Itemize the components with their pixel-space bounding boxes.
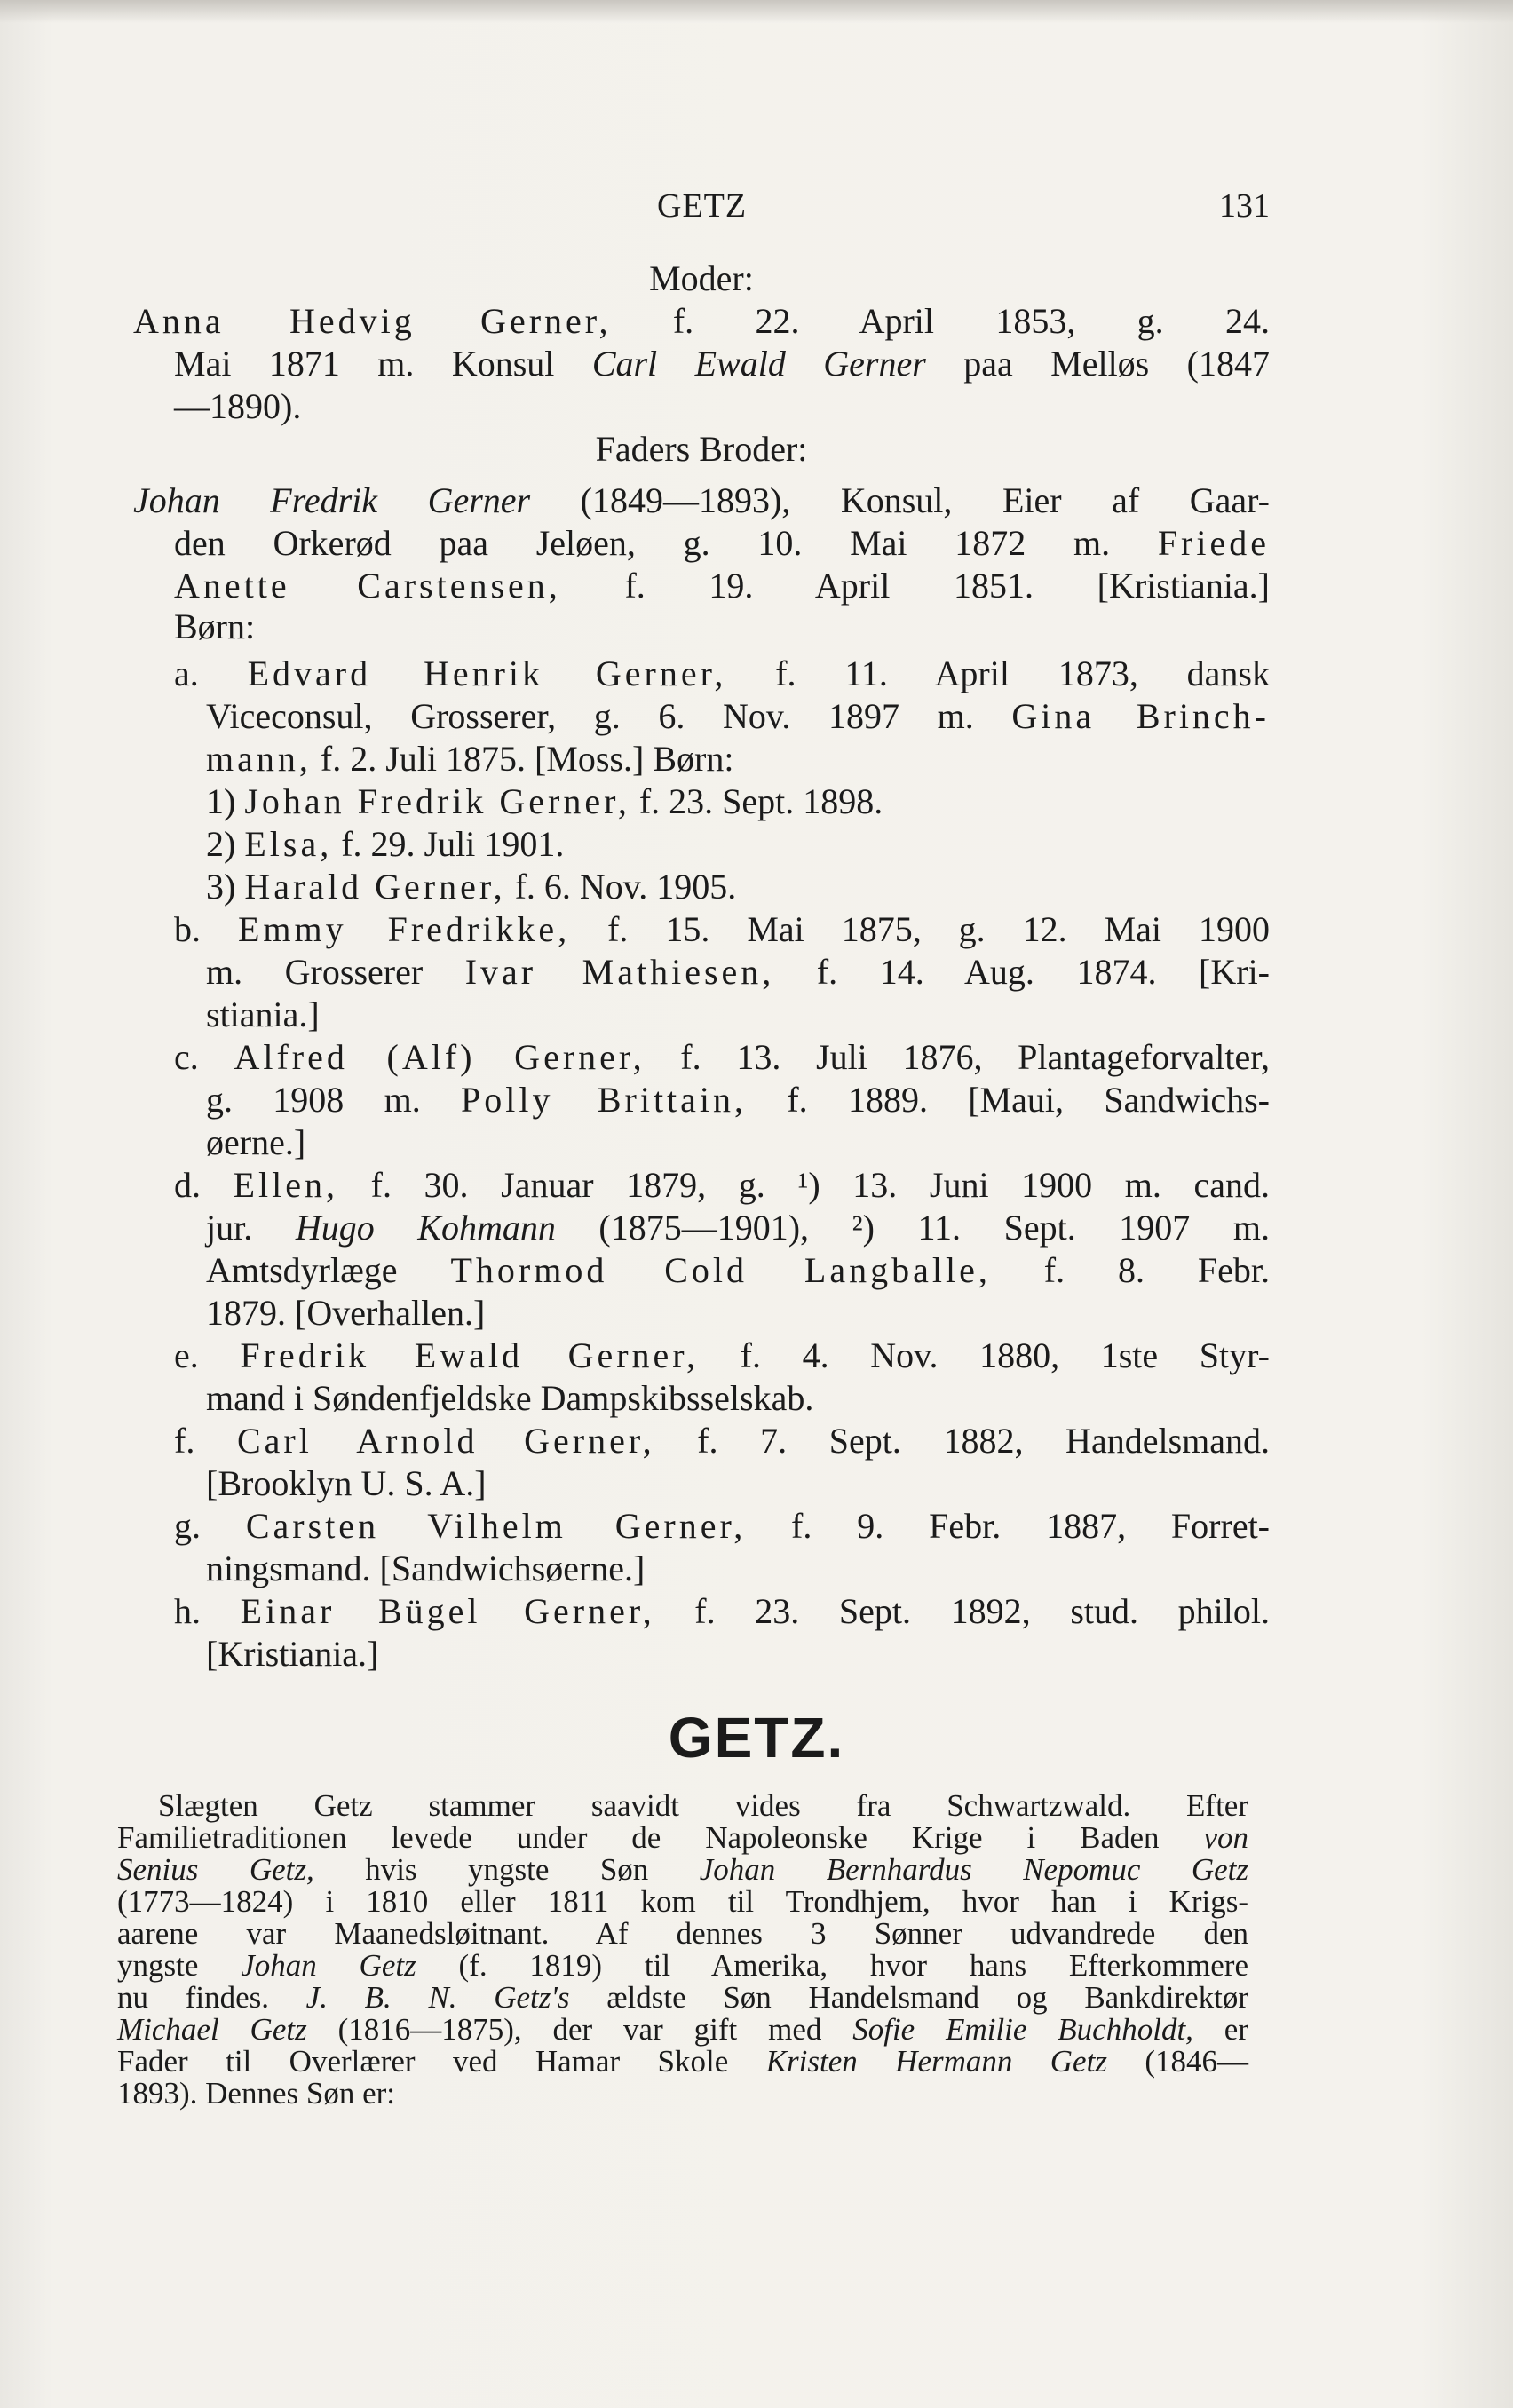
- section-title: GETZ.: [668, 1706, 845, 1770]
- page-edge-shadow: [0, 0, 1513, 23]
- text-line: mann, f. 2. Juli 1875. [Moss.] Børn:: [206, 739, 734, 779]
- list-item: c. Alfred (Alf) Gerner, f. 13. Juli 1876, Plantageforvalter,: [174, 1037, 1270, 1077]
- text-line: —1890).: [174, 386, 302, 426]
- text-line: ningsmand. [Sandwichsøerne.]: [206, 1549, 646, 1588]
- list-item: f. Carl Arnold Gerner, f. 7. Sept. 1882, Handelsmand.: [174, 1421, 1270, 1461]
- text-line: Mai 1871 m. Konsul Carl Ewald Gerner paa Melløs (1847: [174, 344, 1270, 384]
- running-head-title: GETZ: [657, 187, 748, 225]
- heading-moder: Moder:: [649, 258, 754, 298]
- text-line: stiania.]: [206, 994, 320, 1034]
- page-number: 131: [1219, 187, 1270, 225]
- paragraph-line: Senius Getz, hvis yngste Søn Johan Bernhardus Nepomuc Getz: [117, 1852, 1248, 1887]
- paragraph-line: nu findes. J. B. N. Getz's ældste Søn Handelsmand og Bankdirektør: [117, 1980, 1248, 2015]
- text-line: Viceconsul, Grosserer, g. 6. Nov. 1897 m. Gina Brinch-: [206, 696, 1270, 736]
- text-line: Johan Fredrik Gerner (1849—1893), Konsul, Eier af Gaar-: [133, 480, 1270, 520]
- list-item: d. Ellen, f. 30. Januar 1879, g. ¹) 13. Juni 1900 m. cand.: [174, 1165, 1271, 1205]
- text-line: m. Grosserer Ivar Mathiesen, f. 14. Aug. 1874. [Kri-: [206, 952, 1270, 992]
- paragraph-line: aarene var Maanedsløitnant. Af dennes 3 Sønner udvandrede den: [117, 1916, 1248, 1951]
- paragraph-line: Familietraditionen levede under de Napoleonske Krige i Baden von: [117, 1820, 1248, 1855]
- list-item: 2) Elsa, f. 29. Juli 1901.: [206, 824, 565, 864]
- text-line: 1879. [Overhallen.]: [206, 1293, 486, 1333]
- paragraph-line: (1773—1824) i 1810 eller 1811 kom til Trondhjem, hvor han i Krigs-: [117, 1884, 1248, 1919]
- text-line: øerne.]: [206, 1122, 306, 1162]
- text-line: Amtsdyrlæge Thormod Cold Langballe, f. 8. Febr.: [206, 1250, 1270, 1290]
- paragraph-line: Michael Getz (1816—1875), der var gift med Sofie Emilie Buchholdt, er: [117, 2012, 1248, 2047]
- paragraph-line: yngste Johan Getz (f. 1819) til Amerika, hvor hans Efterkommere: [117, 1948, 1248, 1983]
- list-item: h. Einar Bügel Gerner, f. 23. Sept. 1892, stud. philol.: [174, 1591, 1271, 1631]
- text-line: Anna Hedvig Gerner, f. 22. April 1853, g. 24.: [133, 301, 1270, 341]
- list-item: 1) Johan Fredrik Gerner, f. 23. Sept. 1898.: [206, 781, 883, 821]
- list-item: e. Fredrik Ewald Gerner, f. 4. Nov. 1880, 1ste Styr-: [174, 1335, 1270, 1375]
- paragraph-line: Slægten Getz stammer saavidt vides fra Schwartzwald. Efter: [158, 1788, 1248, 1823]
- text-line: Anette Carstensen, f. 19. April 1851. [Kristiania.]: [174, 566, 1270, 606]
- running-head: [133, 186, 1270, 231]
- text-line: mand i Søndenfjeldske Dampskibsselskab.: [206, 1378, 814, 1418]
- text-line: Børn:: [174, 606, 256, 646]
- text-line: [Brooklyn U. S. A.]: [206, 1463, 487, 1503]
- text-line: den Orkerød paa Jeløen, g. 10. Mai 1872 m. Friede: [174, 523, 1270, 563]
- list-item: g. Carsten Vilhelm Gerner, f. 9. Febr. 1887, Forret-: [174, 1506, 1271, 1546]
- text-line: jur. Hugo Kohmann (1875—1901), ²) 11. Sept. 1907 m.: [206, 1208, 1270, 1248]
- list-item: a. Edvard Henrik Gerner, f. 11. April 1873, dansk: [174, 653, 1270, 693]
- list-item: b. Emmy Fredrikke, f. 15. Mai 1875, g. 12. Mai 1900: [174, 909, 1271, 949]
- text-line: g. 1908 m. Polly Brittain, f. 1889. [Maui, Sandwichs-: [206, 1080, 1270, 1120]
- list-item: 3) Harald Gerner, f. 6. Nov. 1905.: [206, 867, 737, 907]
- text-line: [Kristiania.]: [206, 1634, 379, 1674]
- paragraph-line: Fader til Overlærer ved Hamar Skole Kristen Hermann Getz (1846—: [117, 2044, 1249, 2079]
- paragraph-line: 1893). Dennes Søn er:: [117, 2076, 396, 2111]
- heading-faders-broder: Faders Broder:: [595, 429, 808, 469]
